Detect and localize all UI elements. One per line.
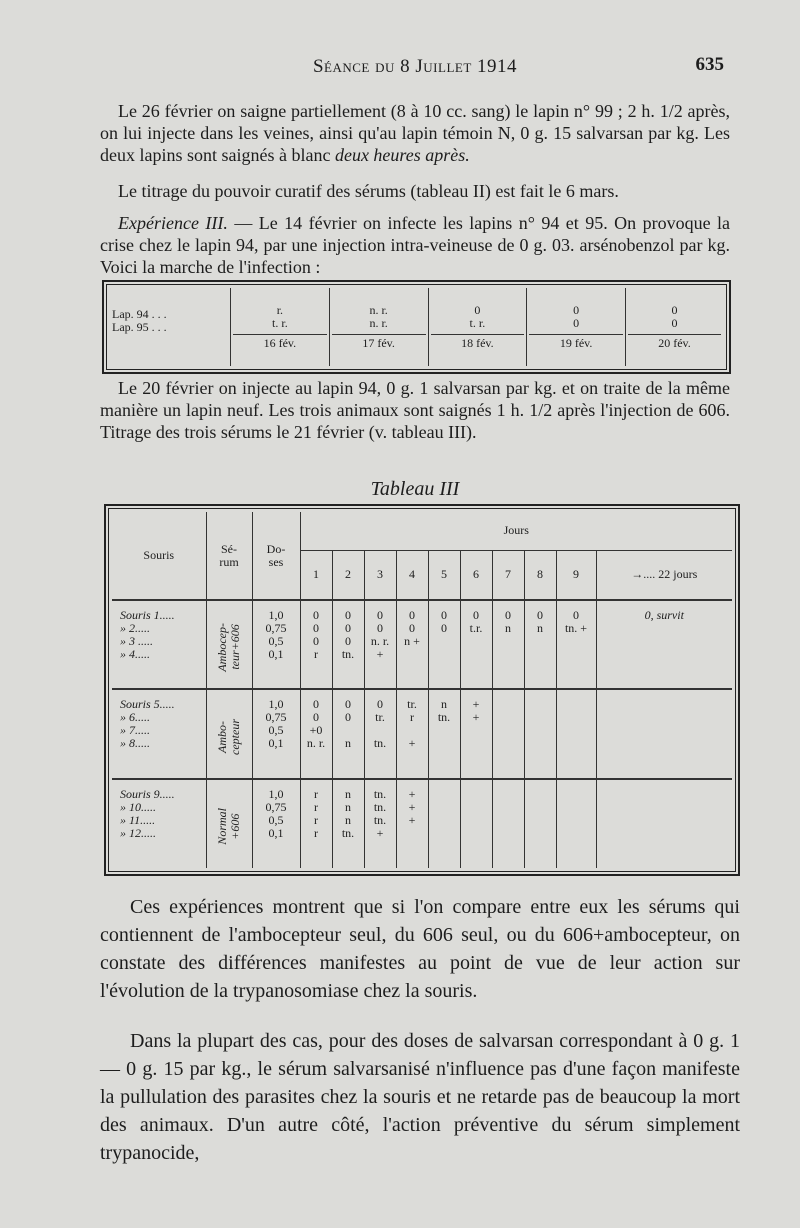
infection-col-5 [626, 288, 724, 366]
day-cell [492, 779, 524, 868]
mouse-label: Souris 1..... [120, 608, 175, 623]
day-cell: 0 0 [428, 600, 460, 689]
mouse-labels [112, 779, 206, 868]
mouse-label: » 3 ..... [120, 634, 153, 649]
day-cell: tr. r + [396, 689, 428, 778]
day-cell: n tn. [428, 689, 460, 778]
serum-cell [206, 779, 252, 868]
dose-value: 1,0 [268, 697, 284, 712]
day-cell [460, 779, 492, 868]
table-caption: Tableau III [370, 478, 460, 500]
day-cell: 0 n [492, 600, 524, 689]
dose-value: 0,75 [265, 799, 287, 814]
mouse-label: » 8..... [120, 736, 150, 751]
cell-95: t. r. [272, 316, 288, 330]
day-header: 2 [332, 550, 364, 600]
serum-cell [206, 689, 252, 778]
col-head-doses: Do- ses [252, 512, 300, 600]
paragraph-3-italic: Expérience III. [118, 213, 228, 233]
day-cell [524, 779, 556, 868]
infection-date: 20 fév. [628, 334, 721, 350]
day-cell: 0 0 0 tn. [332, 600, 364, 689]
day-header: 8 [524, 550, 556, 600]
day-header: 9 [556, 550, 596, 600]
cell-95: n. r. [369, 316, 388, 330]
day-cell: 0 0 n [332, 689, 364, 778]
mouse-labels [112, 600, 206, 689]
infection-date: 17 fév. [332, 334, 426, 350]
day-header: 7 [492, 550, 524, 600]
serum-label: Normal +606 [215, 808, 242, 845]
col-head-jours: Jours [300, 512, 732, 550]
cell-94: 0 [474, 303, 481, 317]
dose-value: 0,5 [268, 723, 284, 738]
col-head-souris: Souris [143, 548, 175, 563]
day-header: 6 [460, 550, 492, 600]
mouse-label: » 6..... [120, 710, 150, 725]
day-cell: + + [460, 689, 492, 778]
day-header: 3 [364, 550, 396, 600]
mouse-label: » 2..... [120, 621, 150, 636]
paragraph-5: Ces expériences montrent que si l'on compare entre eux les sérums qui contiennent de l'ambocepteur seul, du 606 seul, ou du 606+ambocepteur, on constate des différences manifestes au point de vue de leur action sur l'évolution de la trypanosomiase chez la souris. [100, 896, 740, 1002]
col-head-serum: Sé- rum [206, 512, 252, 600]
infection-label-95: Lap. 95 . . . [112, 319, 167, 334]
mouse-label: » 12..... [120, 825, 156, 840]
tableau-iii-grid [112, 512, 732, 868]
day-cell [524, 689, 556, 778]
paragraph-2: Le titrage du pouvoir curatif des sérums (tableau II) est fait le 6 mars. [118, 181, 619, 201]
dose-value: 0,75 [265, 621, 287, 636]
mouse-labels [112, 689, 206, 778]
day-cell: tn. tn. tn. + [364, 779, 396, 868]
day-header: 5 [428, 550, 460, 600]
day-cell [556, 689, 596, 778]
paragraph-1-text: Le 26 février on saigne partiellement (8 à 10 cc. sang) le lapin n° 99 ; 2 h. 1/2 après, on lui injecte dans les veines, ainsi qu'au lapin témoin N, 0 g. 15 salvarsan par kg. Les deux lapins sont saignés à blanc [100, 101, 730, 165]
day-cell [492, 689, 524, 778]
page-number: 635 [695, 54, 724, 75]
day-cell: + + + [396, 779, 428, 868]
paragraph-1-italic: deux heures après. [334, 145, 470, 165]
day-cell [596, 689, 732, 778]
day-cell: 0 n [524, 600, 556, 689]
day-cell: 0 t.r. [460, 600, 492, 689]
day-cell: 0 0 n + [396, 600, 428, 689]
infection-col-4 [527, 288, 626, 366]
dose-value: 1,0 [268, 608, 284, 623]
infection-date: 18 fév. [431, 334, 525, 350]
day-cell [428, 779, 460, 868]
day-cell [596, 779, 732, 868]
paragraph-3 [100, 212, 730, 278]
serum-label: Ambocep- teur+606 [215, 623, 242, 672]
dose-cell [252, 689, 300, 778]
dose-value: 0,1 [268, 647, 284, 662]
running-header [100, 56, 730, 80]
infection-col-2 [329, 288, 428, 366]
day-cell: 0 tr. tn. [364, 689, 396, 778]
day-cell: n n n tn. [332, 779, 364, 868]
serum-label: Ambo- cepteur [215, 718, 242, 755]
serum-cell [206, 600, 252, 689]
dose-value: 0,1 [268, 736, 284, 751]
dose-value: 0,5 [268, 812, 284, 827]
day-cell [556, 779, 596, 868]
header-title: Séance du 8 Juillet 1914 [312, 56, 518, 77]
cell-94: n. r. [369, 303, 388, 317]
paragraph-4: Le 20 février on injecte au lapin 94, 0 g. 1 salvarsan par kg. et on traite de la même manière un lapin neuf. Les trois animaux sont saignés 1 h. 1/2 après l'injection de 606. Titrage des trois sérums le 21 février (v. tableau III). [100, 378, 730, 442]
day-header: 1 [300, 550, 332, 600]
dose-value: 0,1 [268, 825, 284, 840]
table-row [112, 779, 732, 868]
table-row [112, 689, 732, 778]
cell-95: 0 [573, 316, 580, 330]
mouse-label: » 11..... [120, 812, 156, 827]
day-cell: 0 tn. + [556, 600, 596, 689]
paragraph-3-text: — Le 14 février on infecte les lapins n° 94 et 95. On provoque la crise chez le lapin 94, par une injection intra-veineuse de 0 g. 03. arsénobenzol par kg. Voici la marche de l'infection : [100, 213, 730, 277]
cell-95: 0 [671, 316, 678, 330]
infection-col-1 [231, 288, 330, 366]
infection-table [102, 280, 731, 374]
infection-labels [110, 288, 231, 366]
infection-col-3 [428, 288, 527, 366]
mouse-label: Souris 5..... [120, 697, 175, 712]
day-cell: 0 0 +0 n. r. [300, 689, 332, 778]
day-cell: 0 0 n. r. + [364, 600, 396, 689]
infection-label-94: Lap. 94 . . . [112, 306, 167, 321]
cell-95: t. r. [469, 316, 486, 330]
day-cell: r r r r [300, 779, 332, 868]
table-row [112, 600, 732, 689]
infection-date: 19 fév. [529, 334, 623, 350]
mouse-label: » 4..... [120, 647, 150, 662]
day-header: 4 [396, 550, 428, 600]
cell-94: 0 [671, 303, 678, 317]
dose-cell [252, 600, 300, 689]
dose-cell [252, 779, 300, 868]
mouse-label: Souris 9..... [120, 786, 175, 801]
mouse-label: » 7..... [120, 723, 150, 738]
dose-value: 0,5 [268, 634, 284, 649]
mouse-label: » 10..... [120, 799, 156, 814]
dose-value: 0,75 [265, 710, 287, 725]
day-cell: 0 0 0 r [300, 600, 332, 689]
day-cell: 0, survit [596, 600, 732, 689]
paragraph-6: Dans la plupart des cas, pour des doses de salvarsan correspondant à 0 g. 1 — 0 g. 15 par kg., le sérum salvarsanisé n'influence pas d'une façon manifeste la pullulation des parasites chez la souris et ne retarde pas de beaucoup la mort des animaux. D'un autre côté, l'action préventive du sérum simplement trypanocide, [100, 1030, 740, 1164]
paragraph-1 [100, 100, 730, 166]
infection-date: 16 fév. [233, 334, 327, 350]
day-header: →.... 22 jours [596, 550, 732, 600]
cell-94: r. [276, 303, 284, 317]
dose-value: 1,0 [268, 786, 284, 801]
tableau-iii [104, 504, 740, 876]
cell-94: 0 [573, 303, 580, 317]
